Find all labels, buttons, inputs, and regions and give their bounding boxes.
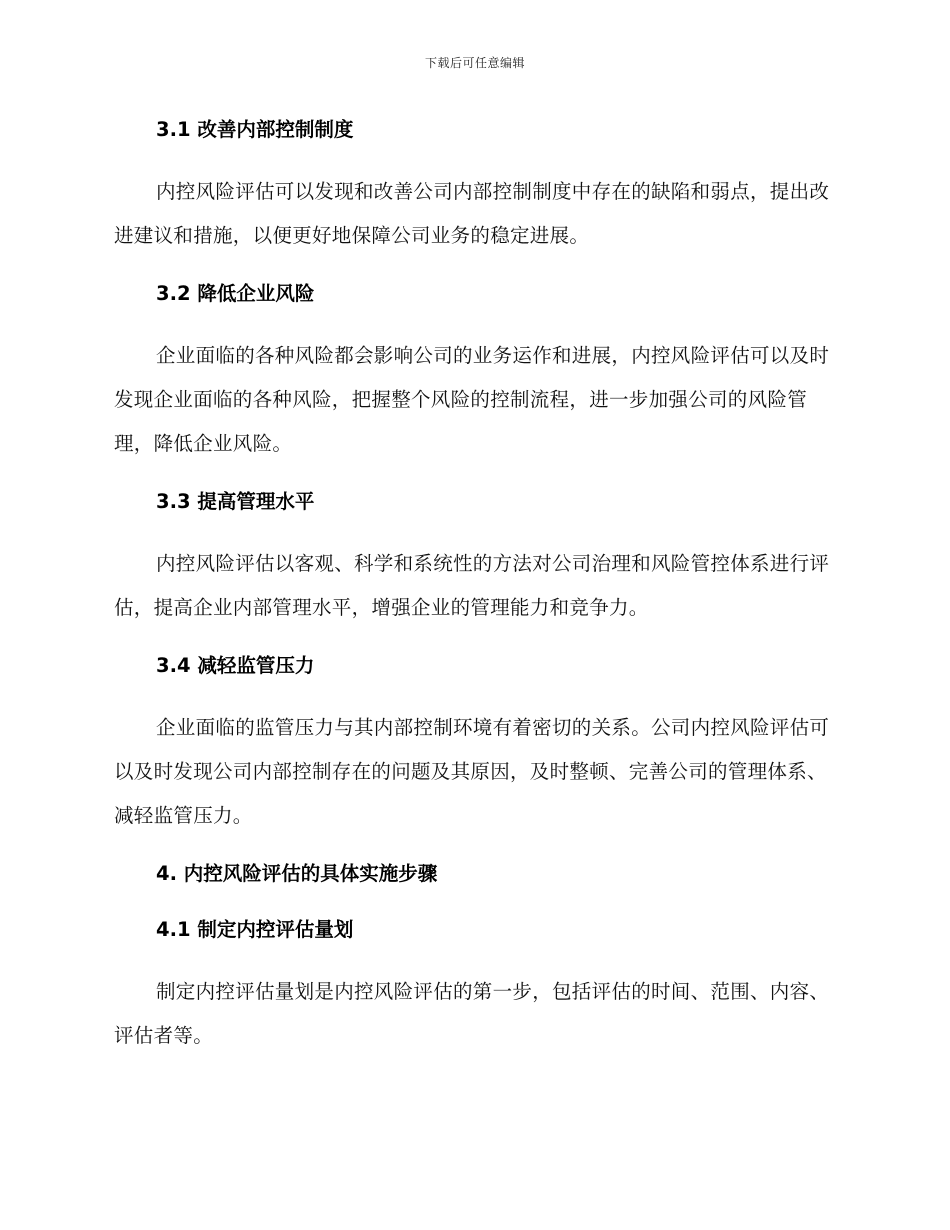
section-heading-3-4: 3.4 减轻监管压力 <box>156 654 315 677</box>
section-heading-4-1: 4.1 制定内控评估量划 <box>156 918 354 941</box>
section-paragraph-4-1: 制定内控评估量划是内控风险评估的第一步，包括评估的时间、范围、内容、评估者等。 <box>114 980 830 1047</box>
section-paragraph-3-1: 内控风险评估可以发现和改善公司内部控制制度中存在的缺陷和弱点，提出改进建议和措施，以便更好地保障公司业务的稳定进展。 <box>114 180 830 247</box>
section-paragraph-3-2: 企业面临的各种风险都会影响公司的业务运作和进展，内控风险评估可以及时发现企业面临的各种风险，把握整个风险的控制流程，进一步加强公司的风险管理，降低企业风险。 <box>114 344 830 455</box>
section-paragraph-3-3: 内控风险评估以客观、科学和系统性的方法对公司治理和风险管控体系进行评估，提高企业内部管理水平，增强企业的管理能力和竞争力。 <box>114 552 830 619</box>
document-body <box>114 110 834 1058</box>
section-heading-3-1: 3.1 改善内部控制制度 <box>156 118 354 141</box>
section-heading-3-3: 3.3 提高管理水平 <box>156 490 315 513</box>
header-note: 下载后可任意编辑 <box>424 56 525 70</box>
section-paragraph-3-4: 企业面临的监管压力与其内部控制环境有着密切的关系。公司内控风险评估可以及时发现公司内部控制存在的问题及其原因，及时整顿、完善公司的管理体系、减轻监管压力。 <box>114 716 830 827</box>
section-heading-4: 4. 内控风险评估的具体实施步骤 <box>156 862 438 885</box>
section-heading-3-2: 3.2 降低企业风险 <box>156 282 315 305</box>
